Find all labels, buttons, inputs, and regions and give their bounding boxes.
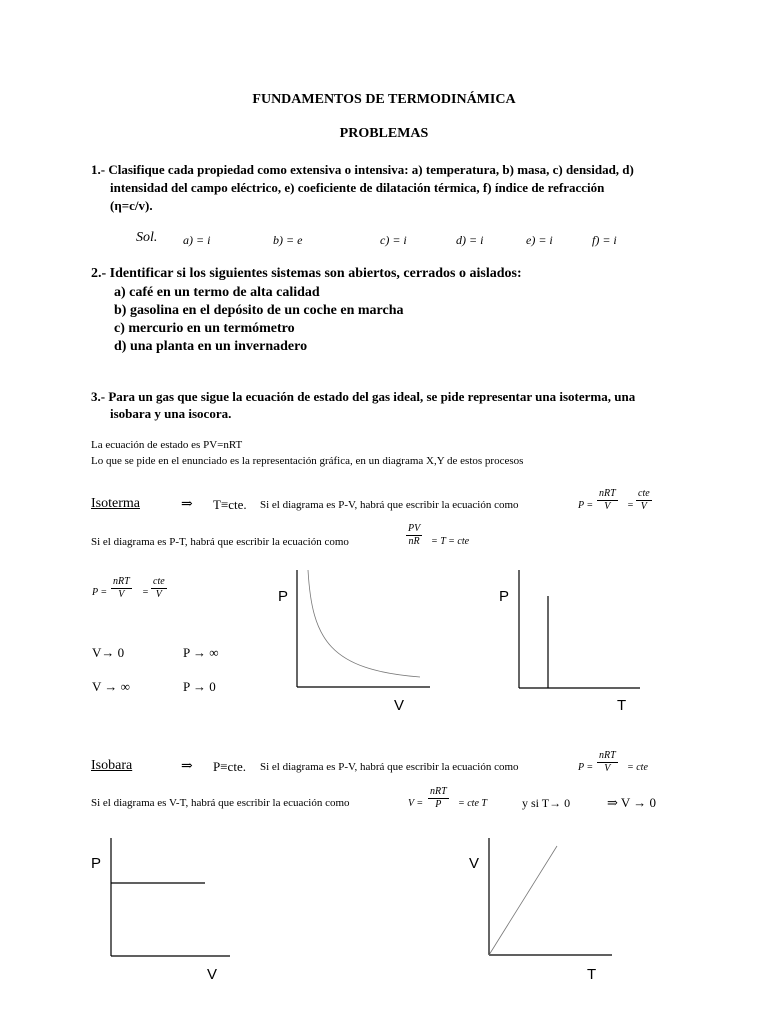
graph-1-y-label: P — [278, 588, 289, 605]
problem-2-heading: 2.- Identificar si los siguientes sistemas son abiertos, cerrados o aislados: — [91, 266, 522, 281]
fraction-numerator: nRT — [599, 488, 616, 499]
isobara-conjunction: y si T→ 0 — [522, 796, 571, 810]
answer-f: f) = i — [592, 233, 617, 247]
graph-2-y-label: P — [499, 588, 510, 605]
limit-1-right: P → ∞ — [183, 645, 219, 660]
fraction-numerator: nRT — [430, 786, 447, 797]
isobara-pv-eq-p: P = — [578, 762, 594, 773]
state-equation-text: La ecuación de estado es PV=nRT — [91, 439, 243, 451]
isobara-implies: ⇒ V → 0 — [607, 795, 657, 810]
isoterma-pv-text: Si el diagrama es P-V, habrá que escribir la ecuación como — [260, 499, 519, 511]
solution-label: Sol. — [136, 230, 158, 245]
limit-1-left: V→ 0 — [92, 645, 125, 660]
fraction-numerator: nRT — [113, 576, 130, 587]
fraction-numerator: cte — [153, 576, 165, 587]
request-text: Lo que se pide en el enunciado es la representación gráfica, en un diagrama X,Y de estos procesos — [91, 455, 524, 467]
isoterma-condition: T≡cte. — [213, 497, 247, 512]
isobara-label: Isobara — [91, 758, 133, 773]
implies-arrow-icon: ⇒ — [181, 759, 193, 774]
isobara-vt-eq-ctet: = cte T — [458, 798, 487, 809]
graph-3-x-label: V — [207, 966, 218, 983]
fraction-numerator: cte — [638, 488, 650, 499]
fraction-numerator: PV — [408, 523, 421, 534]
limit-2-right: P → 0 — [183, 679, 216, 694]
answer-a: a) = i — [183, 233, 211, 247]
isoterma-pv-eq-equals: = — [627, 500, 634, 511]
fraction-denominator: V — [118, 589, 125, 600]
isobara-pv-text: Si el diagrama es P-V, habrá que escribir la ecuación como — [260, 761, 519, 773]
problem-2-item-a: a) café en un termo de alta calidad — [114, 285, 320, 300]
problem-1-line-1: 1.- Clasifique cada propiedad como extensiva o intensiva: a) temperatura, b) masa, c) densidad, d) — [91, 162, 634, 177]
isobara-condition: P≡cte. — [213, 759, 246, 774]
graph-4-x-label: T — [587, 966, 597, 983]
isoterma-pt-eq-tail: = T = cte — [431, 536, 470, 547]
fraction-denominator: V — [604, 501, 611, 512]
answer-d: d) = i — [456, 233, 484, 247]
isobara-pv-eq-cte: = cte — [627, 762, 648, 773]
problem-2-item-b: b) gasolina en el depósito de un coche en marcha — [114, 303, 404, 318]
graph-2-x-label: T — [617, 697, 627, 714]
fraction-denominator: V — [640, 501, 647, 512]
isobara-vt-text: Si el diagrama es V-T, habrá que escribir la ecuación como — [91, 797, 350, 809]
isoterma-eq-p: P = — [92, 587, 108, 598]
isoterma-label: Isoterma — [91, 496, 140, 511]
graph-3-y-label: P — [91, 855, 102, 872]
problem-3-line-2: isobara y una isocora. — [110, 406, 232, 421]
answer-b: b) = e — [273, 233, 303, 247]
limit-2-left: V → ∞ — [92, 679, 130, 694]
problem-1-line-3: (η=c/v). — [110, 198, 153, 213]
page-subtitle: PROBLEMAS — [339, 126, 429, 141]
page-title: FUNDAMENTOS DE TERMODINÁMICA — [252, 92, 516, 107]
problem-2-item-c: c) mercurio en un termómetro — [114, 321, 295, 336]
answer-c: c) = i — [380, 233, 407, 247]
implies-arrow-icon: ⇒ — [181, 497, 193, 512]
fraction-denominator: nR — [408, 536, 420, 547]
problem-3-line-1: 3.- Para un gas que sigue la ecuación de estado del gas ideal, se pide representar una isoterma, una — [91, 389, 636, 404]
graph-4-y-label: V — [469, 855, 480, 872]
isoterma-pv-eq-p: P = — [578, 500, 594, 511]
problem-2-item-d: d) una planta en un invernadero — [114, 339, 308, 354]
fraction-denominator: V — [155, 589, 162, 600]
isoterma-eq-equals: = — [142, 587, 149, 598]
isobar-diagonal-line — [489, 846, 557, 955]
problem-1-line-2: intensidad del campo eléctrico, e) coeficiente de dilatación térmica, f) índice de refracción — [110, 180, 605, 195]
isobara-vt-eq-v: V = — [408, 798, 424, 809]
isoterma-pt-text: Si el diagrama es P-T, habrá que escribir la ecuación como — [91, 536, 349, 548]
answer-e: e) = i — [526, 233, 553, 247]
fraction-denominator: V — [604, 763, 611, 774]
fraction-numerator: nRT — [599, 750, 616, 761]
graph-1-x-label: V — [394, 697, 405, 714]
fraction-denominator: P — [435, 799, 442, 810]
